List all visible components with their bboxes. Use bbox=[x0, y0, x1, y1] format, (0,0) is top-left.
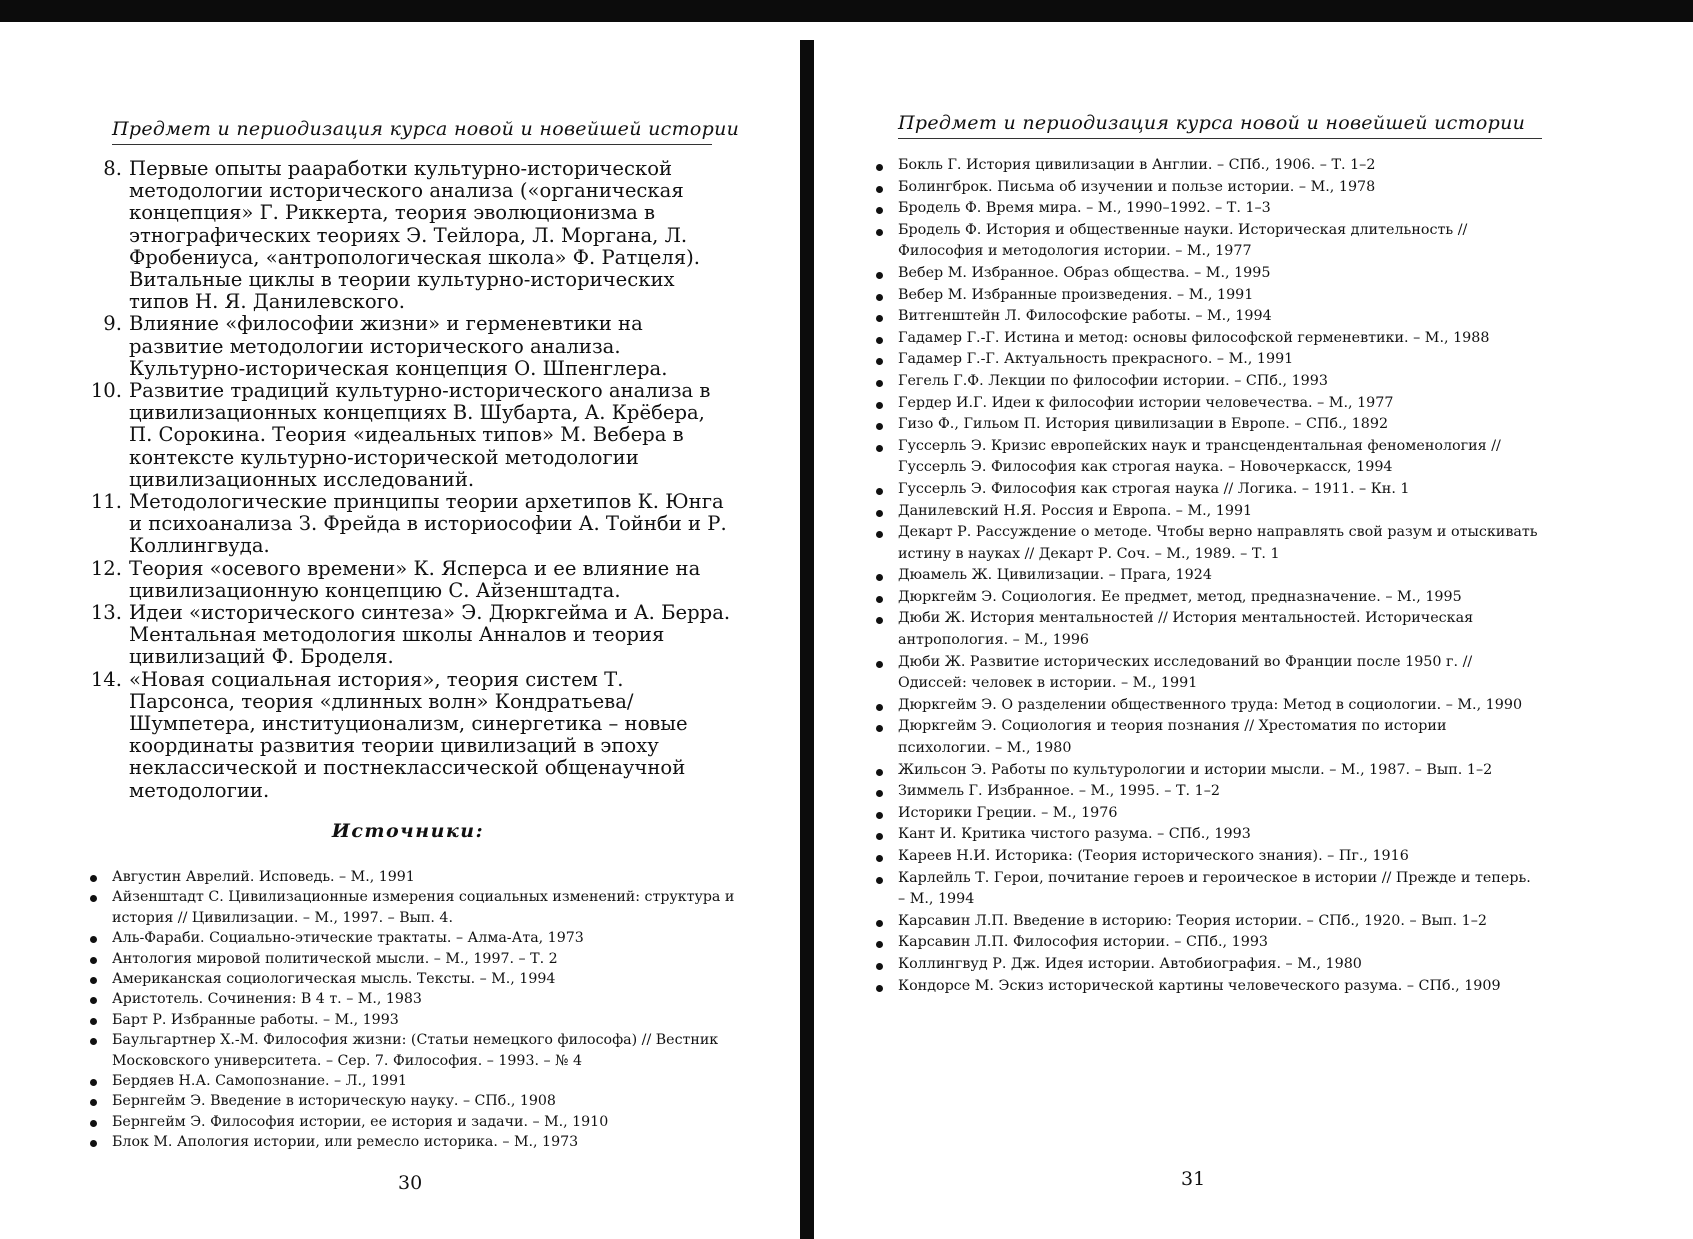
source-text: Гуссерль Э. Философия как строгая наука // Логика. – 1911. – Кн. 1 bbox=[898, 480, 1410, 497]
bullet-icon bbox=[90, 997, 97, 1004]
source-item bbox=[88, 1010, 736, 1030]
source-text: Гадамер Г.-Г. Истина и метод: основы философской герменевтики. – М., 1988 bbox=[898, 329, 1490, 346]
source-item bbox=[874, 177, 1539, 199]
source-item bbox=[874, 760, 1539, 782]
source-item bbox=[874, 911, 1539, 933]
bullet-icon bbox=[876, 510, 883, 517]
topic-number: 14. bbox=[90, 667, 122, 691]
source-item bbox=[874, 781, 1539, 803]
topic-item bbox=[82, 158, 734, 313]
source-item bbox=[88, 887, 736, 928]
source-text: Бродель Ф. Время мира. – М., 1990–1992. – Т. 1–3 bbox=[898, 200, 1271, 217]
source-text: Данилевский Н.Я. Россия и Европа. – М., 1991 bbox=[898, 502, 1253, 519]
source-text: Айзенштадт С. Цивилизационные измерения социальных изменений: структура и история // Цивилизации. – М., 1997. – Вып. 4. bbox=[112, 889, 735, 926]
source-text: Баульгартнер Х.-М. Философия жизни: (Статьи немецкого философа) // Вестник Московского университета. – Сер. 7. Философия. – 1993. – № 4 bbox=[112, 1032, 719, 1069]
bullet-icon bbox=[90, 1140, 97, 1147]
topic-number: 10. bbox=[90, 379, 122, 403]
source-item bbox=[874, 349, 1539, 371]
source-text: Августин Аврелий. Исповедь. – М., 1991 bbox=[112, 869, 415, 885]
source-text: Карсавин Л.П. Введение в историю: Теория истории. – СПб., 1920. – Вып. 1–2 bbox=[898, 912, 1487, 929]
source-text: Бернгейм Э. Философия истории, ее история и задачи. – М., 1910 bbox=[112, 1113, 609, 1130]
bullet-icon bbox=[876, 380, 883, 387]
source-item bbox=[88, 867, 736, 887]
topic-text: «Новая социальная история», теория систем Т. Парсонса, теория «длинных волн» Кондратьева/Шумпетера, институционализм, синергетика – новые координаты развития теории цивилизаций в эпоху неклассической и постнеклассической общенаучной методологии. bbox=[129, 667, 688, 802]
topic-text: Методологические принципы теории архетипов К. Юнга и психоанализа З. Фрейда в историософии А. Тойнби и Р. Коллингвуда. bbox=[129, 490, 727, 558]
bullet-icon bbox=[876, 941, 883, 948]
source-item bbox=[874, 695, 1539, 717]
source-text: Аль-Фараби. Социально-этические трактаты. – Алма-Ата, 1973 bbox=[112, 930, 584, 947]
source-text: Историки Греции. – М., 1976 bbox=[898, 804, 1118, 821]
source-text: Барт Р. Избранные работы. – М., 1993 bbox=[112, 1011, 399, 1028]
bullet-icon bbox=[876, 488, 883, 495]
source-item bbox=[874, 328, 1539, 350]
bullet-icon bbox=[876, 229, 883, 236]
source-text: Вебер М. Избранное. Образ общества. – М., 1995 bbox=[898, 264, 1271, 281]
topic-item bbox=[82, 380, 734, 491]
source-item bbox=[88, 1112, 736, 1132]
source-item bbox=[88, 1071, 736, 1091]
source-item bbox=[88, 989, 736, 1009]
source-item bbox=[874, 587, 1539, 609]
bullet-icon bbox=[876, 769, 883, 776]
bullet-icon bbox=[876, 358, 883, 365]
source-item bbox=[874, 306, 1539, 328]
source-item bbox=[88, 969, 736, 989]
bullet-icon bbox=[876, 531, 883, 538]
source-text: Дюамель Ж. Цивилизации. – Прага, 1924 bbox=[898, 567, 1212, 584]
bullet-icon bbox=[90, 957, 97, 964]
source-text: Дюркгейм Э. Социология и теория познания // Хрестоматия по истории психологии. – М., 1980 bbox=[898, 718, 1447, 757]
source-item bbox=[874, 846, 1539, 868]
running-head: Предмет и периодизация курса новой и новейшей истории bbox=[898, 112, 1542, 139]
right-page bbox=[814, 0, 1693, 1239]
bullet-icon bbox=[90, 1099, 97, 1106]
topics-list bbox=[82, 158, 734, 802]
source-text: Декарт Р. Рассуждение о методе. Чтобы верно направлять свой разум и отыскивать истину в науках // Декарт Р. Соч. – М., 1989. – Т. 1 bbox=[898, 524, 1538, 562]
topic-item bbox=[82, 313, 734, 380]
topic-number: 9. bbox=[103, 312, 122, 336]
source-item bbox=[874, 220, 1539, 263]
bullet-icon bbox=[876, 790, 883, 797]
source-text: Бокль Г. История цивилизации в Англии. – СПб., 1906. – Т. 1–2 bbox=[898, 157, 1376, 173]
bullet-icon bbox=[876, 812, 883, 819]
bullet-icon bbox=[90, 895, 97, 902]
bullet-icon bbox=[90, 1018, 97, 1025]
source-text: Зиммель Г. Избранное. – М., 1995. – Т. 1–2 bbox=[898, 783, 1220, 800]
running-head: Предмет и периодизация курса новой и новейшей истории bbox=[112, 118, 712, 145]
sources-list bbox=[88, 867, 736, 1153]
topic-item bbox=[82, 602, 734, 669]
left-page bbox=[0, 0, 800, 1239]
source-text: Дюркгейм Э. О разделении общественного труда: Метод в социологии. – М., 1990 bbox=[898, 696, 1523, 713]
source-item bbox=[874, 976, 1539, 998]
source-text: Гадамер Г.-Г. Актуальность прекрасного. – М., 1991 bbox=[898, 351, 1294, 368]
source-text: Гегель Г.Ф. Лекции по философии истории. – СПб., 1993 bbox=[898, 372, 1328, 389]
bullet-icon bbox=[876, 833, 883, 840]
source-item bbox=[874, 263, 1539, 285]
book-spine-shadow bbox=[800, 40, 814, 1239]
source-item bbox=[88, 949, 736, 969]
bullet-icon bbox=[876, 661, 883, 668]
topic-item bbox=[82, 669, 734, 802]
topic-number: 13. bbox=[90, 601, 122, 625]
source-text: Вебер М. Избранные произведения. – М., 1991 bbox=[898, 286, 1254, 303]
source-text: Аристотель. Сочинения: В 4 т. – М., 1983 bbox=[112, 991, 422, 1008]
topic-item bbox=[82, 491, 734, 558]
source-text: Болингброк. Письма об изучении и пользе истории. – М., 1978 bbox=[898, 178, 1376, 195]
source-text: Карлейль Т. Герои, почитание героев и героическое в истории // Прежде и теперь. – М., 1994 bbox=[898, 869, 1531, 908]
topic-item bbox=[82, 558, 734, 602]
source-text: Кант И. Критика чистого разума. – СПб., 1993 bbox=[898, 826, 1251, 843]
sources-heading: Источники: bbox=[331, 820, 485, 842]
bullet-icon bbox=[876, 574, 883, 581]
source-item bbox=[88, 1132, 736, 1152]
bullet-icon bbox=[90, 936, 97, 943]
bullet-icon bbox=[876, 402, 883, 409]
bullet-icon bbox=[90, 977, 97, 984]
topic-text: Влияние «философии жизни» и герменевтики на развитие методологии исторического анализа. Культурно-историческая концепция О. Шпенглера. bbox=[129, 312, 668, 380]
bullet-icon bbox=[876, 315, 883, 322]
topic-text: Идеи «исторического синтеза» Э. Дюркгейма и А. Берра. Ментальная методология школы Анналов и теория цивилизаций Ф. Броделя. bbox=[129, 601, 731, 669]
bullet-icon bbox=[876, 617, 883, 624]
source-item bbox=[874, 824, 1539, 846]
source-item bbox=[874, 393, 1539, 415]
source-text: Бердяев Н.А. Самопознание. – Л., 1991 bbox=[112, 1073, 408, 1090]
bullet-icon bbox=[876, 186, 883, 193]
source-text: Жильсон Э. Работы по культурологии и истории мысли. – М., 1987. – Вып. 1–2 bbox=[898, 761, 1493, 778]
topic-number: 11. bbox=[90, 490, 122, 514]
source-text: Дюркгейм Э. Социология. Ее предмет, метод, предназначение. – М., 1995 bbox=[898, 588, 1462, 605]
source-text: Дюби Ж. Развитие исторических исследований во Франции после 1950 г. // Одиссей: человек в истории. – М., 1991 bbox=[898, 653, 1473, 692]
page-number: 31 bbox=[1181, 1168, 1206, 1190]
source-text: Гизо Ф., Гильом П. История цивилизации в Европе. – СПб., 1892 bbox=[898, 416, 1389, 433]
source-item bbox=[874, 716, 1539, 759]
source-item bbox=[874, 198, 1539, 220]
source-text: Витгенштейн Л. Философские работы. – М., 1994 bbox=[898, 308, 1272, 325]
bullet-icon bbox=[876, 985, 883, 992]
bullet-icon bbox=[876, 963, 883, 970]
bullet-icon bbox=[876, 207, 883, 214]
source-item bbox=[874, 155, 1539, 177]
source-item bbox=[874, 522, 1539, 565]
source-item bbox=[874, 414, 1539, 436]
source-item bbox=[874, 501, 1539, 523]
topic-number: 8. bbox=[103, 157, 122, 180]
source-text: Гуссерль Э. Кризис европейских наук и трансцендентальная феноменология // Гуссерль Э. Философия как строгая наука. – Новочеркасск, 1994 bbox=[898, 437, 1501, 476]
source-text: Коллингвуд Р. Дж. Идея истории. Автобиография. – М., 1980 bbox=[898, 955, 1362, 972]
topic-text: Теория «осевого времени» К. Ясперса и ее влияние на цивилизационную концепцию С. Айзенштадта. bbox=[129, 556, 701, 602]
source-text: Бродель Ф. История и общественные науки. Историческая длительность // Философия и методология истории. – М., 1977 bbox=[898, 221, 1468, 260]
source-item bbox=[88, 1091, 736, 1111]
source-text: Дюби Ж. История ментальностей // История ментальностей. Историческая антропология. – М., 1996 bbox=[898, 610, 1474, 649]
source-item bbox=[874, 608, 1539, 651]
source-text: Блок М. Апология истории, или ремесло историка. – М., 1973 bbox=[112, 1134, 579, 1151]
source-item bbox=[88, 1030, 736, 1071]
bullet-icon bbox=[876, 596, 883, 603]
bullet-icon bbox=[876, 704, 883, 711]
source-item bbox=[88, 928, 736, 948]
bullet-icon bbox=[876, 294, 883, 301]
bullet-icon bbox=[90, 875, 97, 882]
source-text: Американская социологическая мысль. Тексты. – М., 1994 bbox=[112, 971, 556, 988]
source-item bbox=[874, 803, 1539, 825]
bullet-icon bbox=[876, 445, 883, 452]
bullet-icon bbox=[876, 920, 883, 927]
bullet-icon bbox=[90, 1079, 97, 1086]
source-text: Карсавин Л.П. Философия истории. – СПб., 1993 bbox=[898, 934, 1269, 951]
bullet-icon bbox=[876, 272, 883, 279]
bullet-icon bbox=[876, 423, 883, 430]
source-text: Антология мировой политической мысли. – М., 1997. – Т. 2 bbox=[112, 950, 558, 967]
source-item bbox=[874, 436, 1539, 479]
bullet-icon bbox=[90, 1120, 97, 1127]
source-item bbox=[874, 932, 1539, 954]
bullet-icon bbox=[90, 1038, 97, 1045]
source-text: Бернгейм Э. Введение в историческую науку. – СПб., 1908 bbox=[112, 1093, 556, 1110]
source-item bbox=[874, 371, 1539, 393]
bullet-icon bbox=[876, 164, 883, 171]
source-item bbox=[874, 285, 1539, 307]
bullet-icon bbox=[876, 855, 883, 862]
source-text: Кондорсе М. Эскиз исторической картины человеческого разума. – СПб., 1909 bbox=[898, 977, 1501, 994]
sources-list bbox=[874, 155, 1539, 997]
source-item bbox=[874, 868, 1539, 911]
topic-text: Развитие традиций культурно-исторического анализа в цивилизационных концепциях В. Шубарта, А. Крёбера, П. Сорокина. Теория «идеальных типов» М. Вебера в контексте культурно-исторической методологии цивилизационных исследований. bbox=[129, 379, 711, 491]
source-item bbox=[874, 479, 1539, 501]
source-text: Гердер И.Г. Идеи к философии истории человечества. – М., 1977 bbox=[898, 394, 1394, 411]
source-text: Кареев Н.И. Историка: (Теория исторического знания). – Пг., 1916 bbox=[898, 848, 1409, 864]
bullet-icon bbox=[876, 877, 883, 884]
topic-text: Первые опыты рааработки культурно-исторической методологии исторического анализа («органическая концепция» Г. Риккерта, теория эволюционизма в этнографических теориях Э. Тейлора, Л. Моргана, Л. Фробениуса, «антропологическая школа» Ф. Ратцеля). Витальные циклы в теории культурно-исторических типов Н. Я. Данилевского. bbox=[129, 157, 701, 314]
bullet-icon bbox=[876, 337, 883, 344]
source-item bbox=[874, 954, 1539, 976]
page-number: 30 bbox=[398, 1172, 423, 1194]
topic-number: 12. bbox=[90, 556, 122, 580]
source-item bbox=[874, 652, 1539, 695]
bullet-icon bbox=[876, 725, 883, 732]
source-item bbox=[874, 565, 1539, 587]
